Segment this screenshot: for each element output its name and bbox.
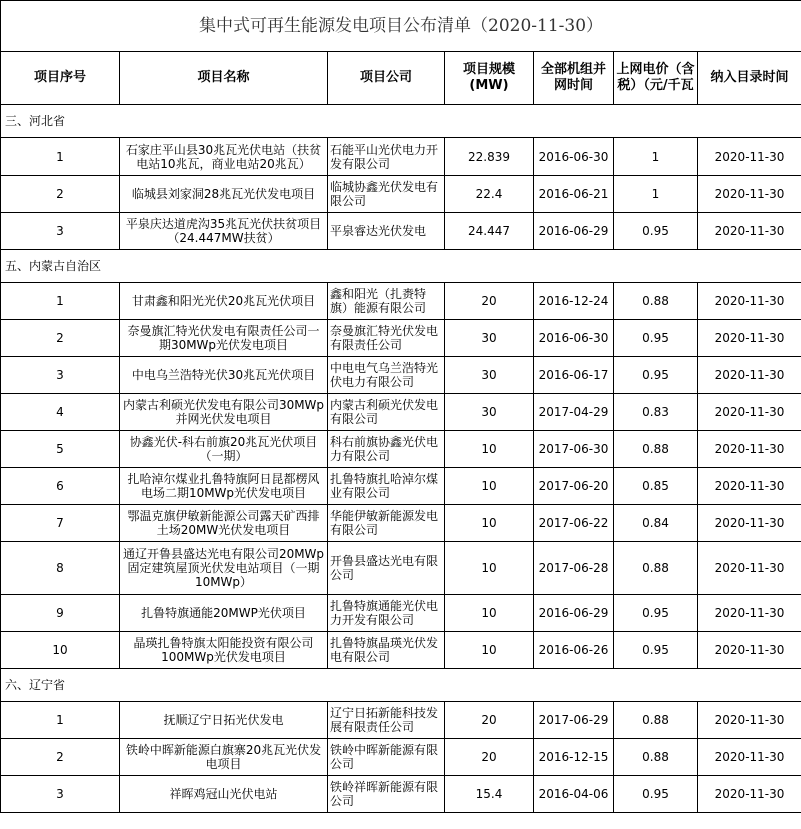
table-row: [1, 431, 801, 468]
cell-scale: 10: [445, 431, 534, 468]
cell-list-time: 2020-11-30: [698, 739, 801, 776]
cell-grid-time: 2017-04-29: [534, 394, 614, 431]
cell-seq: 3: [1, 213, 120, 250]
cell-seq: 1: [1, 283, 120, 320]
cell-company: 平泉睿达光伏发电: [328, 213, 445, 250]
header-list-time: 纳入目录时间: [698, 52, 801, 105]
table-row: [1, 776, 801, 813]
cell-seq: 4: [1, 394, 120, 431]
cell-company: 铁岭祥晖新能源有限公司: [328, 776, 445, 813]
table-row: [1, 702, 801, 739]
cell-price: 0.84: [614, 505, 698, 542]
table-row: [1, 739, 801, 776]
cell-seq: 2: [1, 320, 120, 357]
cell-scale: 30: [445, 357, 534, 394]
cell-list-time: 2020-11-30: [698, 776, 801, 813]
cell-seq: 8: [1, 542, 120, 595]
cell-price: 0.95: [614, 357, 698, 394]
cell-company: 中电电气乌兰浩特光伏电力有限公司: [328, 357, 445, 394]
cell-name: 抚顺辽宁日拓光伏发电: [120, 702, 328, 739]
section-label: 五、内蒙古自治区: [1, 250, 801, 283]
cell-list-time: 2020-11-30: [698, 702, 801, 739]
cell-seq: 1: [1, 702, 120, 739]
cell-grid-time: 2017-06-28: [534, 542, 614, 595]
cell-list-time: 2020-11-30: [698, 595, 801, 632]
cell-price: 1: [614, 176, 698, 213]
cell-name: 平泉庆达道虎沟35兆瓦光伏扶贫项目（24.447MW扶贫）: [120, 213, 328, 250]
cell-name: 临城县刘家洞28兆瓦光伏发电项目: [120, 176, 328, 213]
cell-seq: 3: [1, 357, 120, 394]
cell-company: 辽宁日拓新能科技发展有限责任公司: [328, 702, 445, 739]
cell-price: 0.83: [614, 394, 698, 431]
cell-list-time: 2020-11-30: [698, 138, 801, 176]
cell-seq: 6: [1, 468, 120, 505]
header-scale: 项目规模(MW): [445, 52, 534, 105]
cell-list-time: 2020-11-30: [698, 283, 801, 320]
cell-grid-time: 2016-06-29: [534, 595, 614, 632]
cell-company: 扎鲁特旗通能光伏电力开发有限公司: [328, 595, 445, 632]
cell-scale: 30: [445, 320, 534, 357]
cell-grid-time: 2016-06-30: [534, 320, 614, 357]
table-row: [1, 505, 801, 542]
cell-name: 扎鲁特旗通能20MWP光伏项目: [120, 595, 328, 632]
table-row: [1, 468, 801, 505]
cell-name: 扎哈淖尔煤业扎鲁特旗阿日昆都楞风电场二期10MWp光伏发电项目: [120, 468, 328, 505]
cell-scale: 10: [445, 632, 534, 669]
cell-company: 临城协鑫光伏发电有限公司: [328, 176, 445, 213]
cell-name: 铁岭中晖新能源白旗寨20兆瓦光伏发电项目: [120, 739, 328, 776]
cell-scale: 30: [445, 394, 534, 431]
cell-company: 奈曼旗汇特光伏发电有限责任公司: [328, 320, 445, 357]
cell-list-time: 2020-11-30: [698, 468, 801, 505]
cell-grid-time: 2016-06-26: [534, 632, 614, 669]
section-row: [1, 105, 801, 138]
cell-seq: 2: [1, 176, 120, 213]
cell-name: 中电乌兰浩特光伏30兆瓦光伏项目: [120, 357, 328, 394]
table-row: [1, 595, 801, 632]
cell-list-time: 2020-11-30: [698, 213, 801, 250]
table-row: [1, 176, 801, 213]
header-company: 项目公司: [328, 52, 445, 105]
cell-scale: 20: [445, 702, 534, 739]
cell-seq: 7: [1, 505, 120, 542]
cell-company: 石能平山光伏电力开发有限公司: [328, 138, 445, 176]
cell-list-time: 2020-11-30: [698, 542, 801, 595]
table-row: [1, 542, 801, 595]
header-grid-time: 全部机组并网时间: [534, 52, 614, 105]
cell-price: 0.85: [614, 468, 698, 505]
cell-scale: 10: [445, 542, 534, 595]
section-label: 六、辽宁省: [1, 669, 801, 702]
cell-list-time: 2020-11-30: [698, 431, 801, 468]
cell-list-time: 2020-11-30: [698, 394, 801, 431]
table-row: [1, 320, 801, 357]
cell-name: 甘肃鑫和阳光光伏20兆瓦光伏项目: [120, 283, 328, 320]
cell-price: 0.95: [614, 213, 698, 250]
cell-grid-time: 2016-12-24: [534, 283, 614, 320]
cell-price: 0.88: [614, 542, 698, 595]
cell-seq: 3: [1, 776, 120, 813]
cell-grid-time: 2016-04-06: [534, 776, 614, 813]
cell-seq: 10: [1, 632, 120, 669]
page-title: 集中式可再生能源发电项目公布清单（2020-11-30）: [1, 1, 801, 52]
cell-name: 内蒙古利硕光伏发电有限公司30MWp并网光伏发电项目: [120, 394, 328, 431]
cell-scale: 22.4: [445, 176, 534, 213]
cell-company: 科右前旗协鑫光伏电力有限公司: [328, 431, 445, 468]
cell-company: 鑫和阳光（扎赉特旗）能源有限公司: [328, 283, 445, 320]
cell-scale: 22.839: [445, 138, 534, 176]
cell-scale: 24.447: [445, 213, 534, 250]
cell-list-time: 2020-11-30: [698, 505, 801, 542]
cell-scale: 10: [445, 595, 534, 632]
cell-seq: 2: [1, 739, 120, 776]
cell-list-time: 2020-11-30: [698, 320, 801, 357]
cell-grid-time: 2016-12-15: [534, 739, 614, 776]
cell-company: 开鲁县盛达光电有限公司: [328, 542, 445, 595]
section-row: [1, 250, 801, 283]
cell-price: 0.88: [614, 739, 698, 776]
cell-grid-time: 2016-06-21: [534, 176, 614, 213]
cell-grid-time: 2016-06-29: [534, 213, 614, 250]
cell-list-time: 2020-11-30: [698, 176, 801, 213]
table-row: [1, 357, 801, 394]
header-seq: 项目序号: [1, 52, 120, 105]
cell-price: 0.95: [614, 320, 698, 357]
cell-name: 鄂温克旗伊敏新能源公司露天矿西排土场20MW光伏发电项目: [120, 505, 328, 542]
cell-name: 晶瑛扎鲁特旗太阳能投资有限公司100MWp光伏发电项目: [120, 632, 328, 669]
cell-company: 铁岭中晖新能源有限公司: [328, 739, 445, 776]
cell-name: 协鑫光伏-科右前旗20兆瓦光伏项目（一期）: [120, 431, 328, 468]
header-price: 上网电价（含税）（元/千瓦: [614, 52, 698, 105]
cell-price: 0.88: [614, 702, 698, 739]
cell-list-time: 2020-11-30: [698, 632, 801, 669]
cell-seq: 5: [1, 431, 120, 468]
cell-seq: 9: [1, 595, 120, 632]
cell-company: 内蒙古利硕光伏发电有限公司: [328, 394, 445, 431]
table-row: [1, 283, 801, 320]
cell-company: 华能伊敏新能源发电有限公司: [328, 505, 445, 542]
cell-name: 通辽开鲁县盛达光电有限公司20MWp固定建筑屋顶光伏发电站项目（一期10MWp）: [120, 542, 328, 595]
cell-scale: 20: [445, 283, 534, 320]
cell-grid-time: 2017-06-22: [534, 505, 614, 542]
cell-list-time: 2020-11-30: [698, 357, 801, 394]
table-row: [1, 394, 801, 431]
table-row: [1, 213, 801, 250]
cell-price: 0.95: [614, 595, 698, 632]
cell-scale: 15.4: [445, 776, 534, 813]
cell-grid-time: 2017-06-29: [534, 702, 614, 739]
cell-company: 扎鲁特旗晶瑛光伏发电有限公司: [328, 632, 445, 669]
cell-grid-time: 2017-06-30: [534, 431, 614, 468]
table-row: [1, 138, 801, 176]
cell-price: 1: [614, 138, 698, 176]
cell-price: 0.95: [614, 776, 698, 813]
cell-grid-time: 2016-06-17: [534, 357, 614, 394]
cell-scale: 20: [445, 739, 534, 776]
cell-name: 奈曼旗汇特光伏发电有限责任公司一期30MWp光伏发电项目: [120, 320, 328, 357]
header-name: 项目名称: [120, 52, 328, 105]
cell-name: 石家庄平山县30兆瓦光伏电站（扶贫电站10兆瓦，商业电站20兆瓦）: [120, 138, 328, 176]
cell-seq: 1: [1, 138, 120, 176]
section-row: [1, 669, 801, 702]
cell-price: 0.95: [614, 632, 698, 669]
cell-scale: 10: [445, 468, 534, 505]
cell-grid-time: 2016-06-30: [534, 138, 614, 176]
cell-price: 0.88: [614, 431, 698, 468]
cell-scale: 10: [445, 505, 534, 542]
cell-name: 祥晖鸡冠山光伏电站: [120, 776, 328, 813]
section-label: 三、河北省: [1, 105, 801, 138]
table-row: [1, 632, 801, 669]
cell-company: 扎鲁特旗扎哈淖尔煤业有限公司: [328, 468, 445, 505]
cell-price: 0.88: [614, 283, 698, 320]
cell-grid-time: 2017-06-20: [534, 468, 614, 505]
